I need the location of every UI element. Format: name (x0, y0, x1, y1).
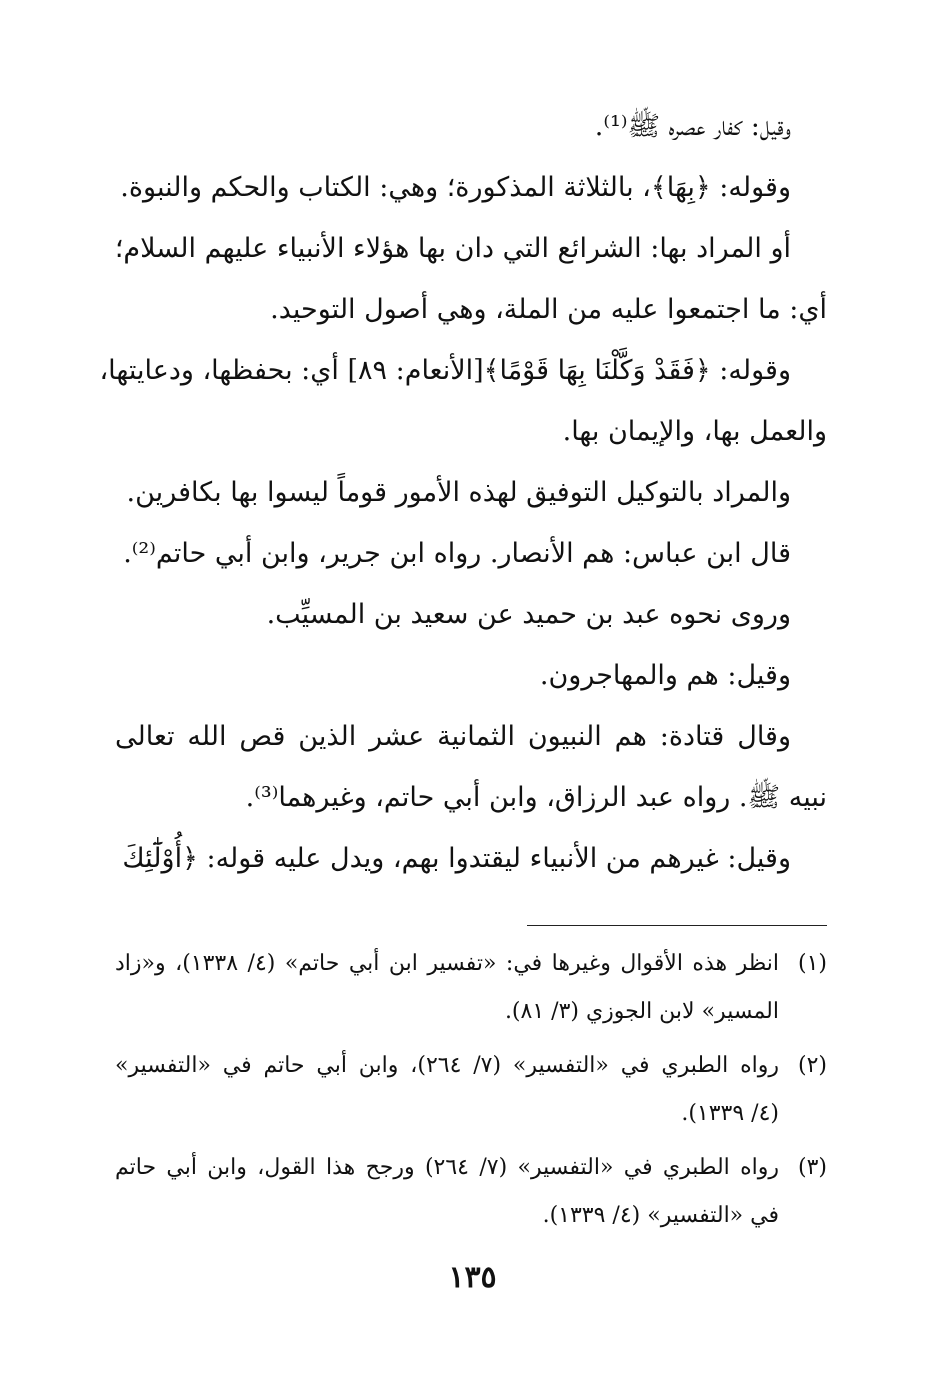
text-line: وقيل: غيرهم من الأنبياء ليقتدوا بهم، ويدل عليه قوله: ﴿أُوْلَٰٓئِكَ (122, 843, 791, 874)
footnote-number: (١) (797, 951, 827, 976)
text-line: والعمل بها، والإيمان بها. (562, 416, 827, 447)
text-line: والمراد بالتوكيل التوفيق لهذه الأمور قوماً ليسوا بها بكافرين. (126, 477, 791, 508)
text-line: وقيل: كفار عصره ﷺ⁽¹⁾. (594, 111, 791, 142)
text-line: وقوله: ﴿بِهَا﴾، بالثلاثة المذكورة؛ وهي: الكتاب والحكم والنبوة. (120, 172, 791, 203)
text-line: أي: ما اجتمعوا عليه من الملة، وهي أصول التوحيد. (270, 294, 827, 325)
text-line: وقيل: هم والمهاجرون. (539, 660, 791, 691)
footnote-line: رواه الطبري في «التفسير» (٧/ ٢٦٤)، وابن أبي حاتم في «التفسير» (115, 1053, 779, 1078)
footnote-number: (٢) (797, 1053, 827, 1078)
text-line: وروى نحوه عبد بن حميد عن سعيد بن المسيِّب. (266, 599, 791, 630)
main-text (99, 96, 827, 889)
footnote-line: انظر هذه الأقوال وغيرها في: «تفسير ابن أبي حاتم» (٤/ ١٣٣٨)، و«زاد (115, 951, 779, 976)
footnote-line: رواه الطبري في «التفسير» (٧/ ٢٦٤) ورجح هذا القول، وابن أبي حاتم (115, 1155, 779, 1180)
footnote-separator (527, 925, 827, 926)
text-line: وقوله: ﴿فَقَدْ وَكَّلْنَا بِهَا قَوْمًا﴾[الأنعام: ٨٩] أي: بحفظها، ودعايتها، (99, 355, 791, 386)
text-line: قال ابن عباس: هم الأنصار. رواه ابن جرير، وابن أبي حاتم⁽²⁾. (123, 538, 791, 569)
text-line: نبيه ﷺ. رواه عبد الرزاق، وابن أبي حاتم، وغيرهما⁽³⁾. (245, 782, 827, 813)
footnote-line: (٤/ ١٣٣٩). (681, 1101, 779, 1126)
page-number: ١٣٥ (448, 1260, 497, 1295)
footnote-line: في «التفسير» (٤/ ١٣٣٩). (542, 1203, 779, 1228)
footnotes (115, 940, 827, 1246)
footnote-number: (٣) (797, 1155, 827, 1180)
footnote (115, 1042, 827, 1138)
text-line: وقال قتادة: هم النبيون الثمانية عشر الذين قص الله تعالى (115, 721, 791, 752)
footnote-line: المسير» لابن الجوزي (٣/ ٨١). (504, 999, 779, 1024)
footnote (115, 940, 827, 1036)
text-line: أو المراد بها: الشرائع التي دان بها هؤلاء الأنبياء عليهم السلام؛ (114, 233, 791, 264)
footnote (115, 1144, 827, 1240)
